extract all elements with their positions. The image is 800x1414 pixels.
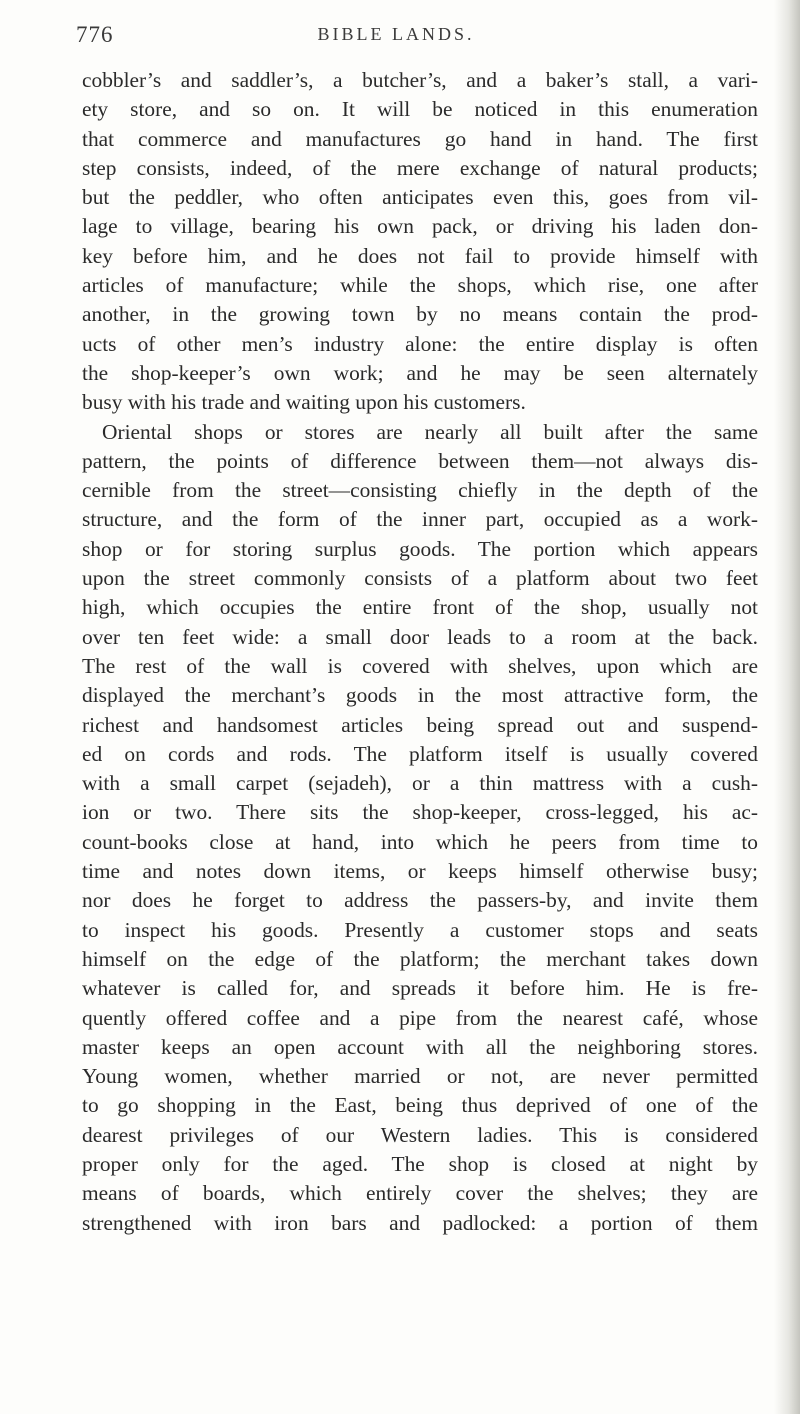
text-line: Young women, whether married or not, are never permitted <box>82 1064 758 1089</box>
text-line: dearest privileges of our Western ladies. This is considered <box>82 1122 758 1147</box>
text-line: lage to village, bearing his own pack, or driving his laden don- <box>82 214 758 239</box>
text-line: ucts of other men’s industry alone: the entire display is often <box>82 331 758 356</box>
text-line: to inspect his goods. Presently a customer stops and seats <box>82 917 758 942</box>
body-text <box>82 66 758 1238</box>
text-line: articles of manufacture; while the shops, which rise, one after <box>82 273 758 298</box>
text-line: means of boards, which entirely cover the shelves; they are <box>82 1181 758 1206</box>
text-line: Oriental shops or stores are nearly all built after the same <box>102 419 758 444</box>
page-header <box>76 22 716 54</box>
text-line: shop or for storing surplus goods. The portion which appears <box>82 536 758 561</box>
text-line: whatever is called for, and spreads it before him. He is fre- <box>82 976 758 1001</box>
text-line: upon the street commonly consists of a platform about two feet <box>82 566 758 591</box>
text-line: ety store, and so on. It will be noticed in this enumeration <box>82 97 758 122</box>
text-line: master keeps an open account with all the neighboring stores. <box>82 1034 758 1059</box>
text-line: himself on the edge of the platform; the merchant takes down <box>82 946 758 971</box>
text-line: step consists, indeed, of the mere exchange of natural products; <box>82 155 758 180</box>
text-line: another, in the growing town by no means contain the prod- <box>82 302 758 327</box>
text-line: count-books close at hand, into which he peers from time to <box>82 829 758 854</box>
text-line: ed on cords and rods. The platform itself is usually covered <box>82 741 758 766</box>
text-line: proper only for the aged. The shop is closed at night by <box>82 1151 758 1176</box>
text-line: to go shopping in the East, being thus deprived of one of the <box>82 1093 758 1118</box>
text-line: cobbler’s and saddler’s, a butcher’s, and a baker’s stall, a vari- <box>82 68 758 92</box>
text-line: but the peddler, who often anticipates even this, goes from vil- <box>82 185 758 210</box>
page-edge-shadow <box>774 0 800 1414</box>
running-head: BIBLE LANDS. <box>317 24 475 44</box>
text-line: key before him, and he does not fail to provide himself with <box>82 243 758 268</box>
text-line: with a small carpet (sejadeh), or a thin mattress with a cush- <box>82 771 758 796</box>
text-line: quently offered coffee and a pipe from the nearest café, whose <box>82 1005 758 1030</box>
text-line: that commerce and manufactures go hand in hand. The first <box>82 126 758 151</box>
text-line: busy with his trade and waiting upon his customers. <box>82 390 526 415</box>
text-line: displayed the merchant’s goods in the most attractive form, the <box>82 683 758 708</box>
text-line: ion or two. There sits the shop-keeper, cross-legged, his ac- <box>82 800 758 825</box>
text-line: time and notes down items, or keeps himself otherwise busy; <box>82 859 758 884</box>
text-line: the shop-keeper’s own work; and he may be seen alternately <box>82 360 758 385</box>
text-line: high, which occupies the entire front of the shop, usually not <box>82 595 758 620</box>
text-line: nor does he forget to address the passers-by, and invite them <box>82 888 758 913</box>
text-line: structure, and the form of the inner part, occupied as a work- <box>82 507 758 532</box>
text-line: richest and handsomest articles being spread out and suspend- <box>82 712 758 737</box>
text-line: cernible from the street—consisting chiefly in the depth of the <box>82 478 758 503</box>
text-line: strengthened with iron bars and padlocked: a portion of them <box>82 1210 758 1235</box>
page-number: 776 <box>76 22 114 47</box>
text-line: pattern, the points of difference between them—not always dis- <box>82 448 758 473</box>
text-line: over ten feet wide: a small door leads to a room at the back. <box>82 624 758 649</box>
text-line: The rest of the wall is covered with shelves, upon which are <box>82 653 758 678</box>
